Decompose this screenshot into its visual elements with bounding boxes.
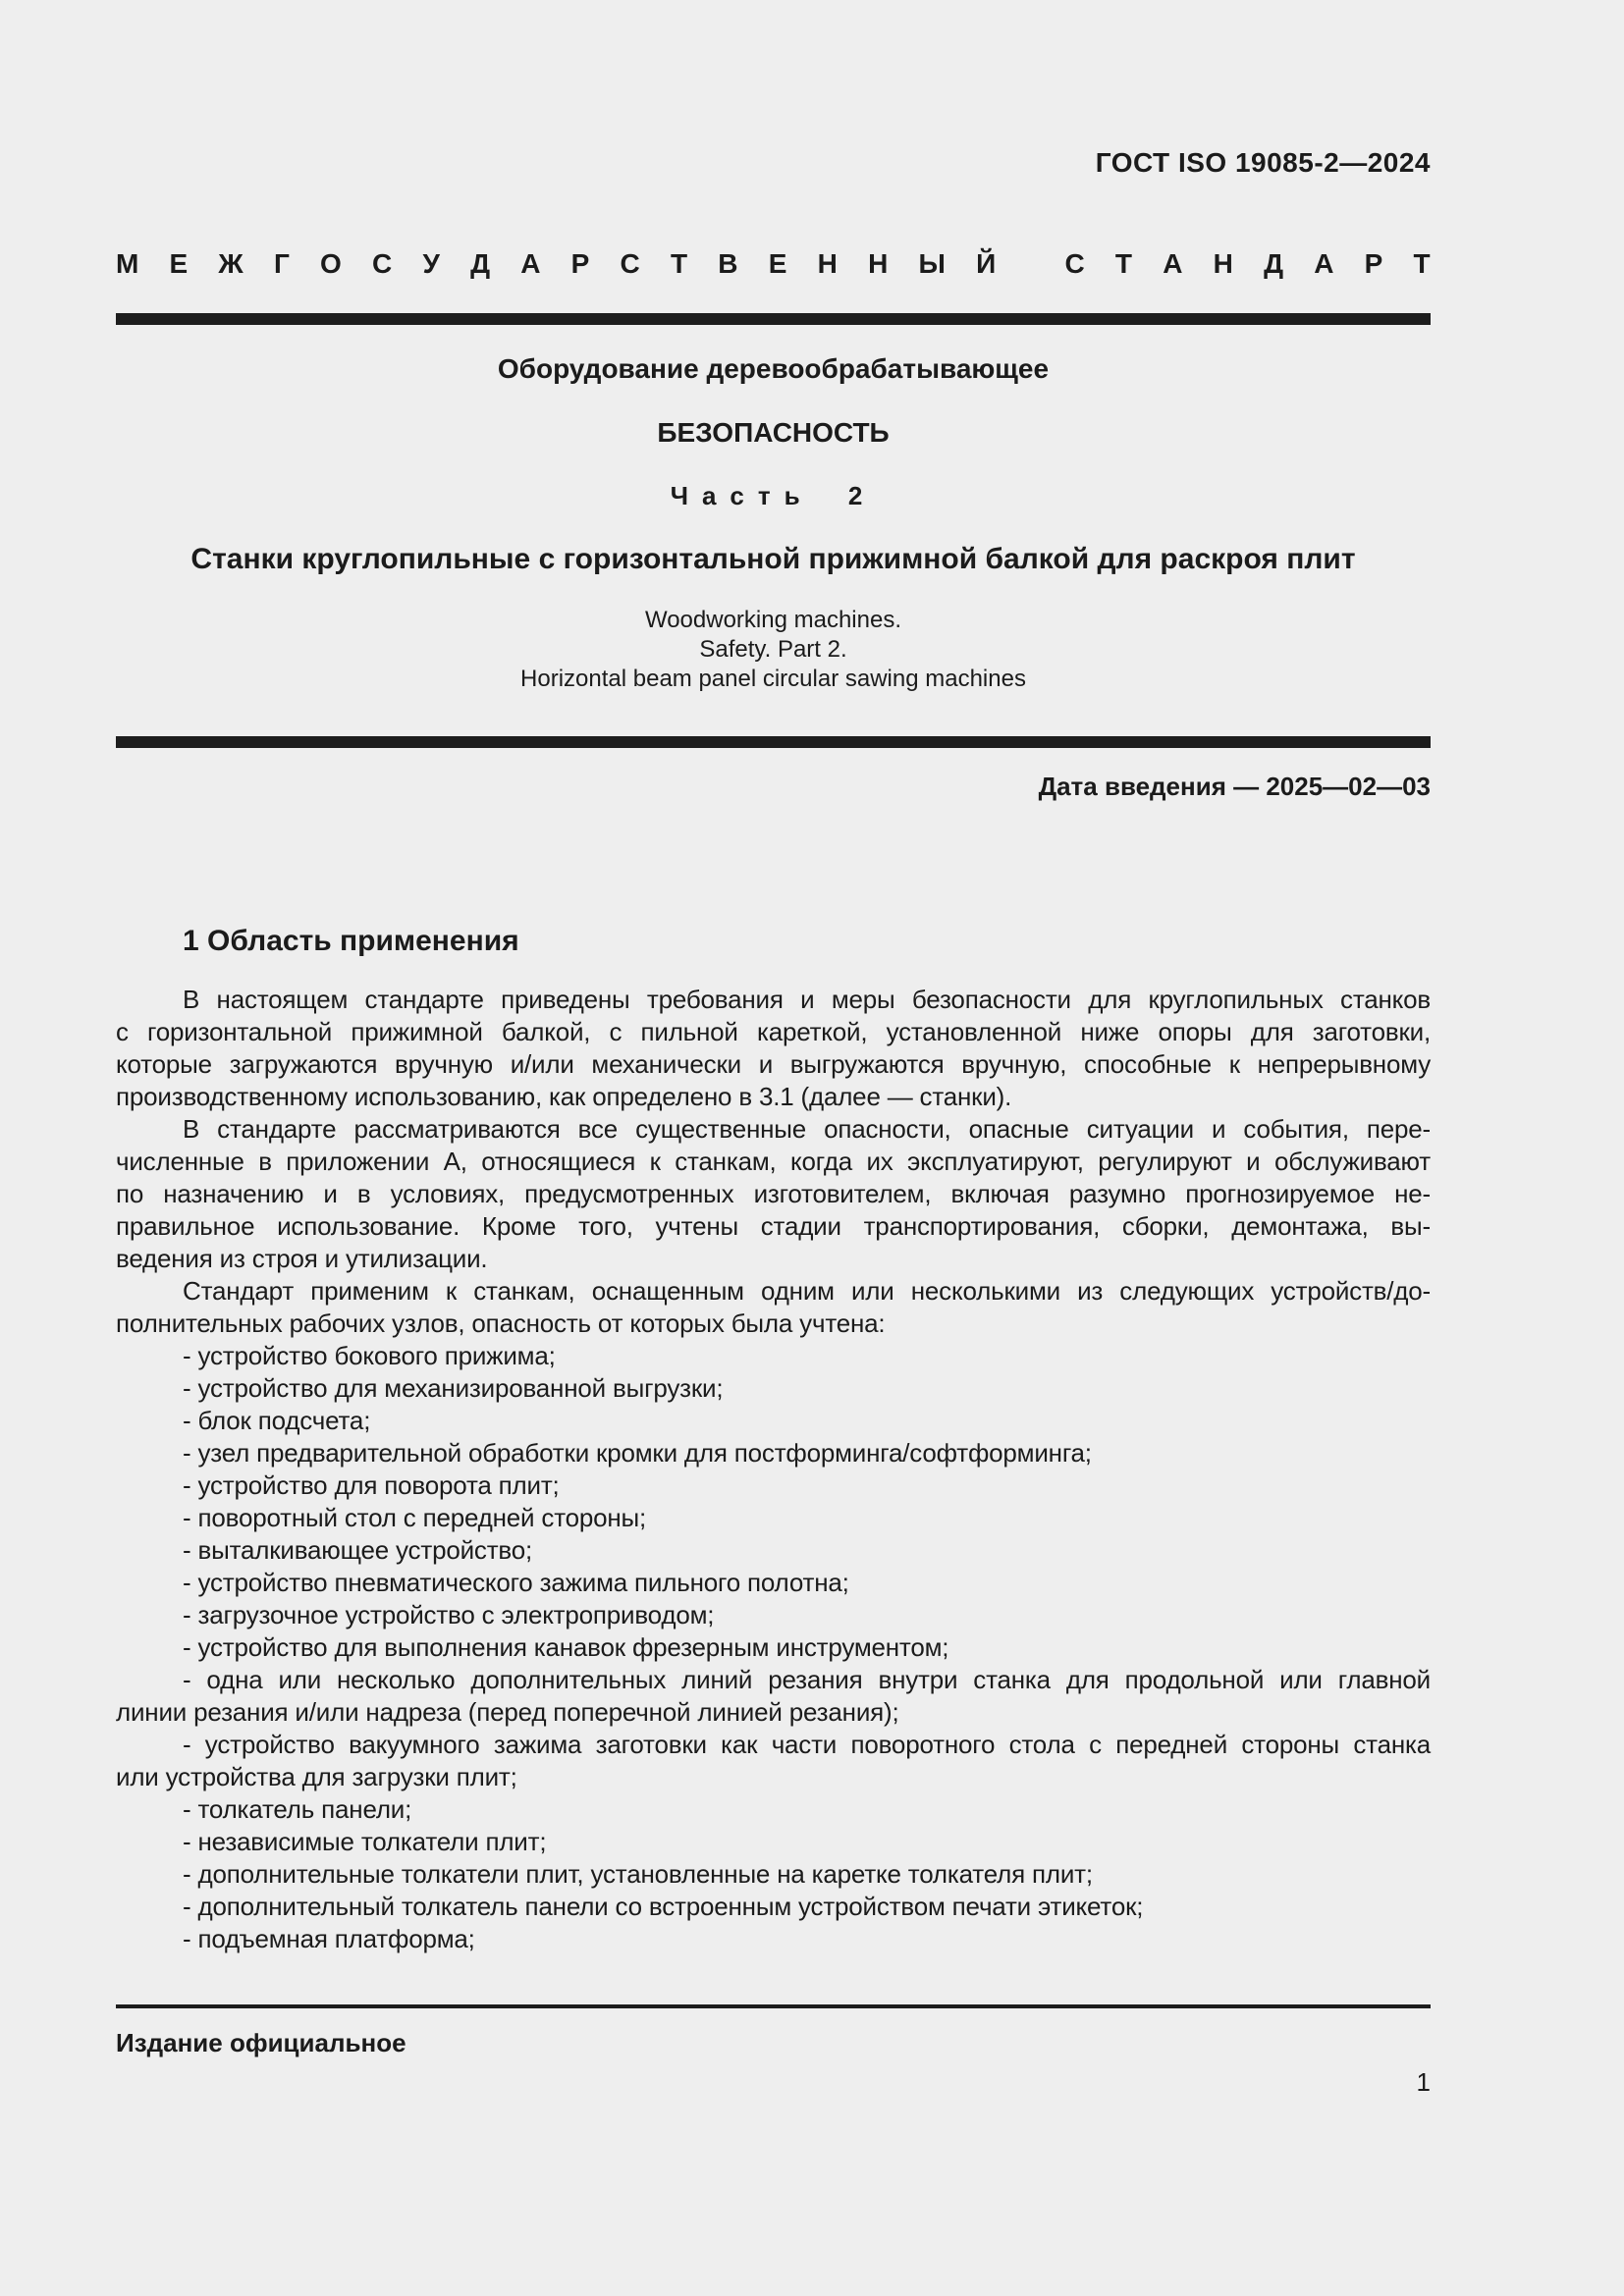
body-line: численные в приложении А, относящиеся к станкам, когда их эксплуатируют, регулируют и обслуживают (116, 1147, 1431, 1176)
body-line: которые загружаются вручную и/или механически и выгружаются вручную, способные к непрерывному (116, 1049, 1431, 1079)
body-line: - дополнительные толкатели плит, установленные на каретке толкателя плит; (183, 1859, 1093, 1889)
body-line: В стандарте рассматриваются все существенные опасности, опасные ситуации и события, пере- (183, 1114, 1431, 1144)
edition-note: Издание официальное (116, 2028, 406, 2057)
body-line: правильное использование. Кроме того, учтены стадии транспортирования, сборки, демонтажа, вы- (116, 1211, 1431, 1241)
safety-title: БЕЗОПАСНОСТЬ (657, 417, 890, 448)
section-1-body (116, 984, 1431, 1955)
body-line: - выталкивающее устройство; (183, 1535, 533, 1565)
title-en-line: Horizontal beam panel circular sawing machines (520, 666, 1026, 692)
effective-date: Дата введения — 2025—02—03 (1038, 772, 1431, 801)
main-title-ru: Станки круглопильные с горизонтальной прижимной балкой для раскроя плит (190, 543, 1356, 575)
group-title: Оборудование деревообрабатывающее (497, 353, 1050, 384)
body-line: - толкатель панели; (183, 1794, 412, 1824)
title-english-block (116, 606, 1431, 694)
body-line: - устройство для поворота плит; (183, 1470, 560, 1500)
section-1-heading: 1 Область применения (183, 925, 519, 957)
footer-rule (116, 2004, 1431, 2008)
body-line: - загрузочное устройство с электроприводом; (183, 1600, 715, 1629)
body-line: - узел предварительной обработки кромки для постформинга/софтформинга; (183, 1438, 1092, 1468)
body-line: - одна или несколько дополнительных линий резания внутри станка для продольной или главной (183, 1665, 1431, 1694)
body-line: - поворотный стол с передней стороны; (183, 1503, 647, 1532)
body-line: ведения из строя и утилизации. (116, 1244, 488, 1273)
title-en-line: Woodworking machines. (644, 607, 901, 633)
body-line: В настоящем стандарте приведены требования и меры безопасности для круглопильных станков (183, 985, 1431, 1014)
title-rule-bottom (116, 736, 1431, 748)
body-line: - устройство пневматического зажима пильного полотна; (183, 1568, 849, 1597)
doc-code: ГОСТ ISO 19085-2—2024 (1095, 147, 1431, 178)
page-number: 1 (1416, 2067, 1431, 2097)
body-line: - устройство для механизированной выгрузки; (183, 1373, 724, 1403)
body-line: или устройства для загрузки плит; (116, 1762, 517, 1791)
body-line: - устройство для выполнения канавок фрезерным инструментом; (183, 1632, 949, 1662)
standard-type-banner: М Е Ж Г О С У Д А Р С Т В Е Н Н Ы Й С Т А Н Д А Р Т (116, 248, 1431, 279)
body-line: - дополнительный толкатель панели со встроенным устройством печати этикеток; (183, 1892, 1144, 1921)
body-line: линии резания и/или надреза (перед поперечной линией резания); (116, 1697, 899, 1727)
body-line: - подъемная платформа; (183, 1924, 475, 1953)
body-line: Стандарт применим к станкам, оснащенным одним или несколькими из следующих устройств/до- (183, 1276, 1431, 1306)
body-line: - блок подсчета; (183, 1406, 371, 1435)
title-en-line: Safety. Part 2. (699, 636, 847, 663)
body-line: - независимые толкатели плит; (183, 1827, 547, 1856)
body-line: полнительных рабочих узлов, опасность от которых была учтена: (116, 1308, 886, 1338)
part-title: Часть 2 (670, 481, 877, 510)
body-line: производственному использованию, как определено в 3.1 (далее — станки). (116, 1082, 1012, 1111)
body-line: с горизонтальной прижимной балкой, с пильной кареткой, установленной ниже опоры для заготовки, (116, 1017, 1431, 1046)
title-rule-top (116, 313, 1431, 325)
body-line: - устройство бокового прижима; (183, 1341, 556, 1370)
body-line: - устройство вакуумного зажима заготовки как части поворотного стола с передней стороны станка (183, 1730, 1431, 1759)
body-line: по назначению и в условиях, предусмотренных изготовителем, включая разумно прогнозируемое не- (116, 1179, 1431, 1208)
